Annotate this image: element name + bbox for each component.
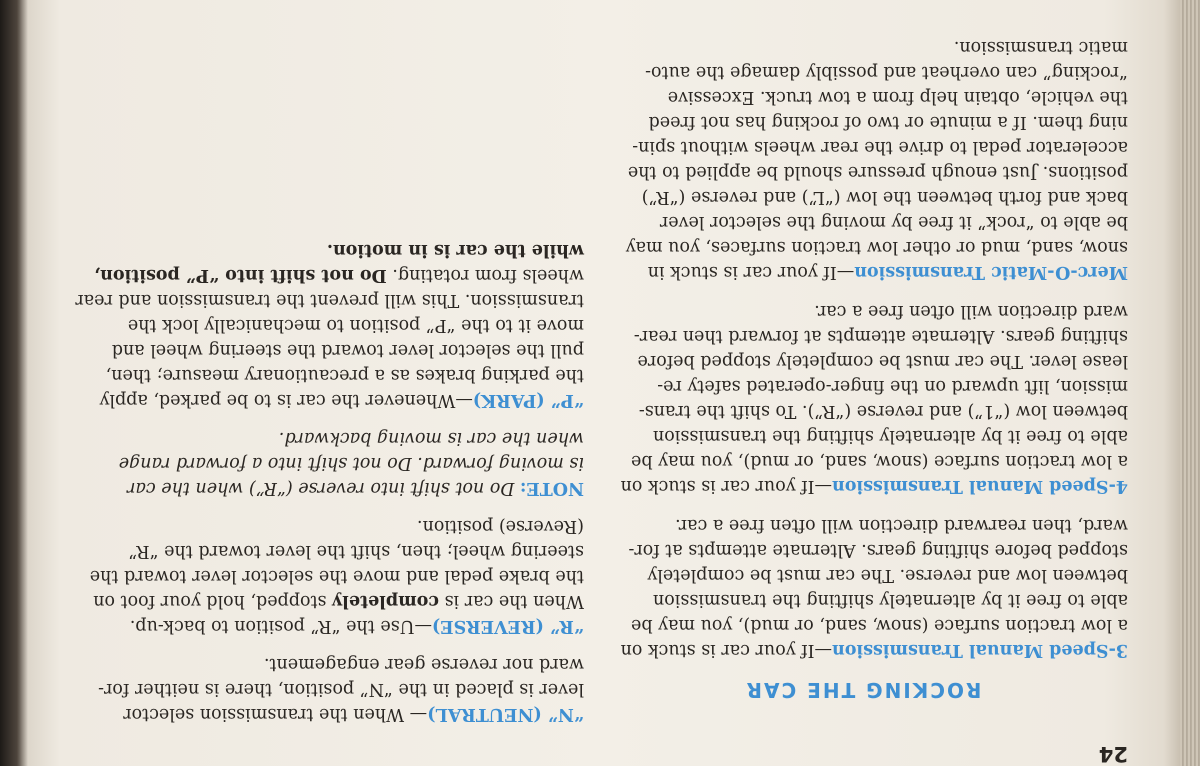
text-line: [54, 588, 584, 613]
paragraph-label: 3-Speed Manual Transmission: [832, 640, 1128, 660]
text-line: between low and reverse. The car must be completely: [647, 565, 1128, 585]
paragraph-label: Merc-O-Matic Transmission: [854, 262, 1128, 282]
text-line: the parking brakes as a precautionary measure; then,: [105, 365, 584, 385]
emphasis: completely: [332, 591, 440, 611]
section-heading: ROCKING THE CAR: [744, 678, 982, 702]
text-fragment: —Use the “R” position to back-up.: [129, 616, 432, 636]
text-line: when the car is moving backward.: [278, 428, 584, 448]
text-line: lever is placed in the “N” position, there is neither for-: [98, 679, 584, 699]
text-fragment: —If your car is stuck on: [620, 476, 833, 496]
text-line: “rocking” can overheat and possibly damage the auto-: [645, 62, 1128, 82]
text-line: is moving forward. Do not shift into a forward range: [118, 453, 584, 473]
text-line: ward nor reverse gear engagement.: [263, 654, 584, 674]
text-fragment: —If your car is stuck in: [647, 262, 855, 282]
text-fragment: Do not shift into reverse (“R”) when the car: [127, 478, 520, 498]
text-fragment: — When the transmission selector: [123, 704, 428, 724]
text-line: a low traction surface (snow, sand, or mud), you may be: [631, 615, 1128, 635]
text-line: the vehicle, obtain help from a tow truck. Excessive: [667, 87, 1128, 107]
text-line: transmission. This will prevent the transmission and rear: [75, 290, 584, 310]
text-line: [598, 473, 1128, 498]
page-number: 24: [1098, 742, 1128, 766]
text-fragment: When the car is: [439, 591, 584, 611]
text-line: [54, 475, 584, 500]
text-line: able to free it by alternately shifting the transmission: [652, 590, 1128, 610]
text-line: matic transmission.: [953, 37, 1128, 57]
text-line: [54, 613, 584, 638]
text-line: (Reverse) position.: [416, 516, 584, 536]
text-line: between low (“1”) and reverse (“R”). To shift the trans-: [638, 401, 1128, 421]
text-line: a low traction surface (snow, sand, or mud), you may be: [631, 451, 1128, 471]
text-line: [54, 387, 584, 412]
text-line: lease lever. The car must be completely stopped before: [637, 351, 1128, 371]
text-line: accelerator pedal to drive the rear wheels without spin-: [632, 137, 1128, 157]
text-line: ning them. If a minute or two of rocking has not freed: [648, 112, 1128, 132]
text-line: mission, lift upward on the finger-operated safety re-: [657, 376, 1128, 396]
text-line: be able to “rock” it free by moving the selector lever: [659, 212, 1128, 232]
text-line: able to free it by alternately shifting the transmission: [652, 426, 1128, 446]
text-line: [54, 701, 584, 726]
paragraph-label: “P” (PARK): [472, 390, 584, 410]
text-fragment: —If your car is stuck on: [620, 640, 833, 660]
text-fragment: —Whenever the car is to be parked, apply: [99, 390, 473, 410]
text-line: stopped before shifting gears. Alternate attempts at for-: [628, 540, 1128, 560]
text-line: positions. Just enough pressure should be applied to the: [627, 162, 1128, 182]
text-line: snow, sand, mud or other low traction surfaces, you may: [625, 237, 1128, 257]
text-line: steering wheel; then, shift the lever toward the “R”: [128, 541, 584, 561]
text-line: the brake pedal and move the selector lever toward the: [89, 566, 584, 586]
emphasis: Do not shift into “P” position,: [94, 265, 387, 285]
text-line: ward direction will often free a car.: [814, 301, 1128, 321]
text-line: shifting gears. Alternate attempts at forward then rear-: [633, 326, 1128, 346]
paragraph-label: 4-Speed Manual Transmission: [832, 476, 1128, 496]
text-line: [54, 262, 584, 287]
text-line: move it to the “P” position to mechanically lock the: [127, 315, 584, 335]
text-line: ward, then rearward direction will often free a car.: [675, 515, 1128, 535]
text-line: back and forth between the low (“L”) and reverse (“R”): [641, 187, 1128, 207]
text-line: while the car is in motion.: [326, 240, 584, 260]
paragraph-label: “R” (REVERSE): [431, 616, 584, 636]
paragraph-label: “N” (NEUTRAL): [427, 704, 584, 724]
note-label: NOTE:: [519, 478, 584, 498]
text-line: [598, 259, 1128, 284]
text-fragment: wheels from rotating.: [386, 265, 584, 285]
text-line: [598, 637, 1128, 662]
text-fragment: stopped, hold your foot on: [93, 591, 333, 611]
text-line: pull the selector lever toward the steering wheel and: [111, 340, 584, 360]
